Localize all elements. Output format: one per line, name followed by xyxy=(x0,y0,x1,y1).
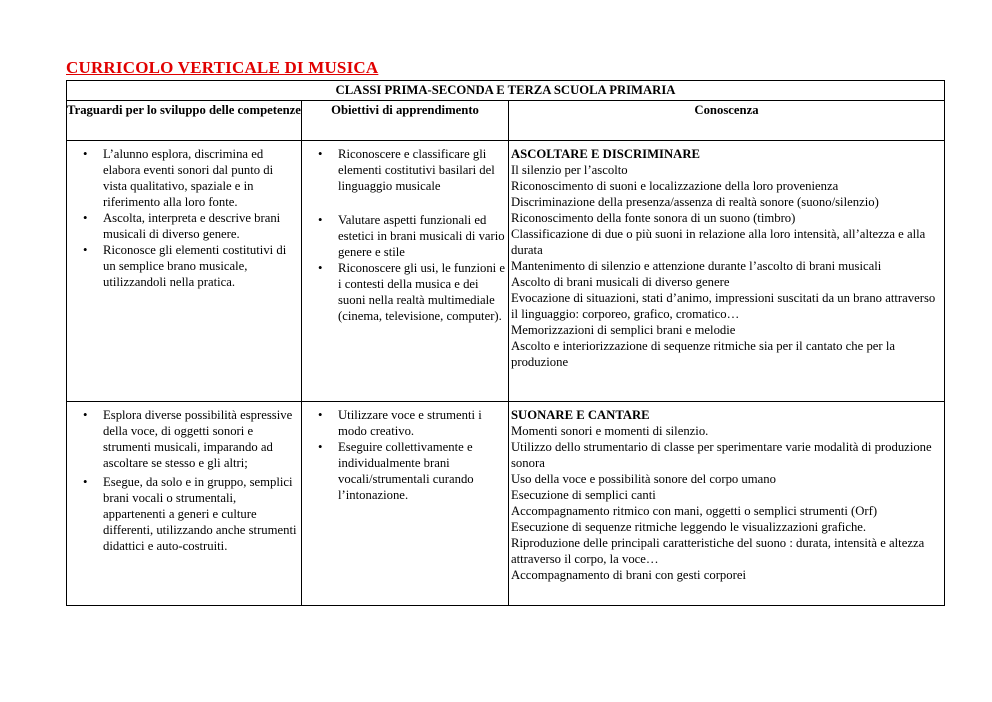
bullet-icon: • xyxy=(318,261,323,275)
conoscenza-line: Ascolto di brani musicali di diverso genere xyxy=(511,275,730,289)
conoscenza-cell xyxy=(509,402,945,606)
bullet-icon: • xyxy=(83,147,88,161)
bullet-icon: • xyxy=(318,213,323,227)
bullet-icon: • xyxy=(83,408,88,422)
bullet-icon: • xyxy=(318,408,323,422)
bullet-icon: • xyxy=(318,440,323,454)
obiettivo-text: Utilizzare voce e strumenti i modo creativo. xyxy=(338,408,482,438)
obiettivi-cell xyxy=(302,402,509,606)
traguardo-text: Riconosce gli elementi costitutivi di un semplice brano musicale, utilizzandoli nella pratica. xyxy=(103,243,287,289)
curriculum-table xyxy=(66,80,945,606)
traguardo-text: Esegue, da solo e in gruppo, semplici brani vocali o strumentali, appartenenti a generi e culture differenti, utilizzando anche strumenti didattici e auto-costruiti. xyxy=(103,475,297,553)
list-item xyxy=(67,474,297,554)
conoscenza-line: Riconoscimento di suoni e localizzazione della loro provenienza xyxy=(511,179,839,193)
conoscenza-line: Mantenimento di silenzio e attenzione durante l’ascolto di brani musicali xyxy=(511,259,882,273)
conoscenza-line: Momenti sonori e momenti di silenzio. xyxy=(511,424,709,438)
section-heading: ASCOLTARE E DISCRIMINARE xyxy=(511,147,700,161)
conoscenza-line: Ascolto e interiorizzazione di sequenze ritmiche sia per il cantato che per la produzione xyxy=(511,339,895,369)
conoscenza-line: Uso della voce e possibilità sonore del corpo umano xyxy=(511,472,776,486)
list-item xyxy=(302,212,506,260)
table-caption: CLASSI PRIMA-SECONDA E TERZA SCUOLA PRIMARIA xyxy=(67,81,945,101)
traguardi-cell xyxy=(67,141,302,402)
conoscenza-line: Evocazione di situazioni, stati d’animo, impressioni suscitati da un brano attraverso il linguaggio: corporeo, grafico, cromatico… xyxy=(511,291,936,321)
document-title: CURRICOLO VERTICALE DI MUSICA xyxy=(66,58,379,77)
conoscenza-line: Esecuzione di semplici canti xyxy=(511,488,656,502)
conoscenza-line: Classificazione di due o più suoni in relazione alla loro intensità, all’altezza e alla durata xyxy=(511,227,926,257)
list-item xyxy=(67,242,297,290)
traguardo-text: Ascolta, interpreta e descrive brani musicali di diverso genere. xyxy=(103,211,281,241)
conoscenza-line: Memorizzazioni di semplici brani e melodie xyxy=(511,323,736,337)
bullet-icon: • xyxy=(318,147,323,161)
header-traguardi: Traguardi per lo sviluppo delle competenze xyxy=(67,101,302,141)
conoscenza-line: Accompagnamento ritmico con mani, oggetti o semplici strumenti (Orf) xyxy=(511,504,878,518)
table-row xyxy=(67,141,945,402)
conoscenza-line: Accompagnamento di brani con gesti corporei xyxy=(511,568,746,582)
obiettivo-text: Riconoscere gli usi, le funzioni e i contesti della musica e dei suoni nella realtà multimediale (cinema, televisione, computer). xyxy=(338,261,506,323)
bullet-icon: • xyxy=(83,243,88,257)
list-item xyxy=(302,146,506,194)
list-item xyxy=(302,260,506,324)
list-item xyxy=(302,439,506,503)
table-row xyxy=(67,402,945,606)
obiettivo-text: Riconoscere e classificare gli elementi costitutivi basilari del linguaggio musicale xyxy=(338,147,495,193)
obiettivo-text: Eseguire collettivamente e individualmente brani vocali/strumentali curando l’intonazione. xyxy=(338,440,474,502)
traguardo-text: L’alunno esplora, discrimina ed elabora eventi sonori dal punto di vista qualitativo, spaziale e in riferimento alla loro fonte. xyxy=(103,147,274,209)
list-item xyxy=(67,407,297,471)
traguardo-text: Esplora diverse possibilità espressive della voce, di oggetti sonori e strumenti musicali, imparando ad ascoltare se stesso e gli altri; xyxy=(103,408,293,470)
obiettivi-cell xyxy=(302,141,509,402)
conoscenza-line: Utilizzo dello strumentario di classe per sperimentare varie modalità di produzione sonora xyxy=(511,440,932,470)
spacer xyxy=(302,194,506,212)
list-item xyxy=(302,407,506,439)
conoscenza-line: Riproduzione delle principali caratteristiche del suono : durata, intensità e altezza attraverso il corpo, la voce… xyxy=(511,536,925,566)
traguardi-cell xyxy=(67,402,302,606)
bullet-icon: • xyxy=(83,211,88,225)
header-conoscenza: Conoscenza xyxy=(509,101,945,141)
section-heading: SUONARE E CANTARE xyxy=(511,408,650,422)
bullet-icon: • xyxy=(83,475,88,489)
conoscenza-line: Discriminazione della presenza/assenza di realtà sonore (suono/silenzio) xyxy=(511,195,879,209)
list-item xyxy=(67,146,297,210)
list-item xyxy=(67,210,297,242)
header-obiettivi: Obiettivi di apprendimento xyxy=(302,101,509,141)
conoscenza-line: Il silenzio per l’ascolto xyxy=(511,163,628,177)
obiettivo-text: Valutare aspetti funzionali ed estetici in brani musicali di vario genere e stile xyxy=(338,213,505,259)
conoscenza-line: Esecuzione di sequenze ritmiche leggendo le visualizzazioni grafiche. xyxy=(511,520,867,534)
conoscenza-cell xyxy=(509,141,945,402)
conoscenza-line: Riconoscimento della fonte sonora di un suono (timbro) xyxy=(511,211,796,225)
